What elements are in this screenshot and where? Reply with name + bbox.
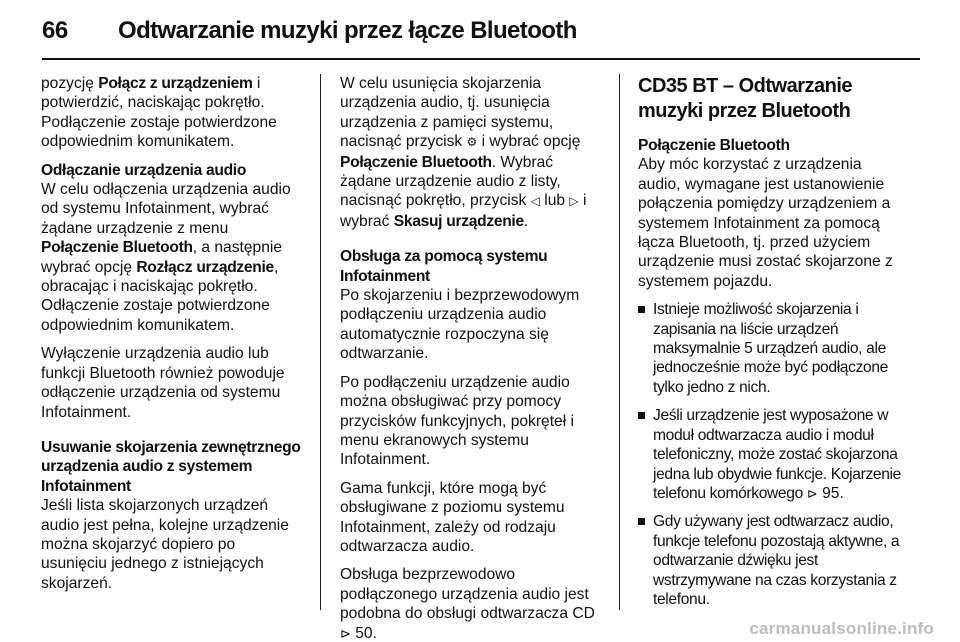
- section-operation: [340, 247, 606, 363]
- menu-option: Połącz z urządzeniem: [98, 75, 253, 92]
- bullet-icon: [638, 412, 645, 419]
- left-arrow-button-icon: ◁: [530, 194, 540, 209]
- paragraph: [340, 74, 606, 231]
- paragraph: Po podłączeniu urządzenie audio można obsługiwać przy pomocy przycisków funkcyjnych, pokręteł i menu ekranowych systemu Infotainment.: [340, 373, 574, 469]
- text: i potwierdzić, naciskając pokrętło. Podłączenie zostaje potwierdzone odpowiednim komunikatem.: [41, 75, 277, 151]
- section-heading: CD35 BT – Odtwarzanie muzyki przez Bluetooth: [638, 75, 853, 122]
- text: Jeśli lista skojarzonych urządzeń audio jest pełna, kolejne urządzenie można skojarzyć dopiero po usunięciu jednego z istniejących skojarzeń.: [41, 497, 289, 592]
- menu-option: Połączenie Bluetooth: [41, 239, 193, 257]
- column-1: [41, 74, 303, 602]
- text: W celu usunięcia skojarzenia urządzenia audio, tj. usunięcia urządzenia z pamięci systemu, nacisnąć przycisk: [340, 75, 554, 151]
- settings-button-icon: ⚙: [466, 135, 478, 150]
- page-title: Odtwarzanie muzyki przez łącze Bluetooth: [118, 17, 577, 44]
- paragraph: [41, 74, 303, 152]
- column-3: [638, 74, 906, 618]
- text: Jeśli urządzenie jest wyposażone w moduł odtwarzacza audio i moduł telefoniczny, może zostać skojarzona jedna lub obydwie funkcje. Kojarzenie telefonu komórkowego: [653, 407, 901, 502]
- list-item: [638, 406, 906, 503]
- page-reference: 95.: [817, 484, 844, 502]
- subheading: Odłączanie urządzenia audio: [41, 161, 247, 179]
- section-unpair: [41, 438, 303, 593]
- bullet-list: [638, 300, 906, 609]
- text: , a następnie wybrać opcję: [41, 239, 283, 276]
- menu-option: Rozłącz urządzenie: [136, 258, 274, 276]
- paragraph: Gama funkcji, które mogą być obsługiwane z poziomu systemu Infotainment, zależy od rodzaju odtwarzacza audio.: [340, 479, 565, 555]
- text: W celu odłączenia urządzenia audio od systemu Infotainment, wybrać żądane urządzenie z menu: [41, 181, 291, 237]
- column-2: [340, 74, 606, 642]
- text: Aby móc korzystać z urządzenia audio, wymagane jest ustanowienie połączenia pomiędzy urządzeniem a systemem Infotainment za pomocą łącza Bluetooth, tj. przed użyciem urządzenie musi zostać skojarzone z systemem pojazdu.: [638, 156, 893, 290]
- page-reference: 50.: [350, 624, 377, 642]
- text: Obsługa bezprzewodowo podłączonego urządzenia audio jest podobna do obsługi odtwarzacza CD: [340, 566, 595, 623]
- subheading: Usuwanie skojarzenia zewnętrznego urządzenia audio z systemem Infotainment: [41, 438, 301, 495]
- text: Istnieje możliwość skojarzenia i zapisania na liście urządzeń maksymalnie 5 urządzeń audio, ale jednocześnie może być podłączone tylko jedno z nich.: [653, 301, 888, 396]
- menu-option: Skasuj urządzenie: [393, 212, 524, 230]
- bullet-icon: [638, 518, 645, 525]
- page-header: [42, 12, 922, 52]
- paragraph: [340, 565, 606, 642]
- column-divider: [619, 74, 620, 610]
- text: Gdy używany jest odtwarzacz audio, funkcje telefonu pozostają aktywne, a odtwarzanie dźwięku jest wstrzymywane na czas korzystania z telefonu.: [653, 513, 900, 608]
- menu-option: Połączenie Bluetooth: [340, 153, 492, 171]
- section-disconnect: [41, 161, 303, 336]
- page-number: 66: [42, 17, 68, 44]
- column-divider: [320, 74, 321, 610]
- page-reference-icon: ⊳: [340, 625, 351, 641]
- text: Po skojarzeniu i bezprzewodowym podłączeniu urządzenia audio automatycznie rozpoczyna się odtwarzanie.: [340, 287, 580, 363]
- subheading: Połączenie Bluetooth: [638, 137, 790, 154]
- subheading: Obsługa za pomocą systemu Infotainment: [340, 248, 548, 285]
- text: . Wybrać żądane urządzenie audio z listy, nacisnąć pokrętło, przycisk: [340, 153, 561, 210]
- text: pozycję: [41, 75, 99, 92]
- right-arrow-button-icon: ▷: [569, 194, 579, 209]
- text: i wybrać opcję: [477, 133, 581, 151]
- header-divider: [42, 58, 920, 60]
- text: , obracając i naciskając pokrętło. Odłączenie zostaje potwierdzone odpowiednim komunikatem.: [41, 258, 279, 334]
- list-item: [638, 512, 906, 609]
- list-item: [638, 300, 906, 397]
- text: .: [523, 212, 529, 230]
- watermark: carmanualsonline.info: [749, 619, 934, 638]
- text: lub: [539, 192, 570, 210]
- text: i wybrać: [340, 192, 587, 230]
- paragraph: Wyłączenie urządzenia audio lub funkcji Bluetooth również powoduje odłączenie urządzenia od systemu Infotainment.: [41, 345, 285, 421]
- bullet-icon: [638, 306, 645, 313]
- section-bluetooth-connection: [638, 136, 906, 291]
- page-reference-icon: ⊳: [806, 485, 818, 501]
